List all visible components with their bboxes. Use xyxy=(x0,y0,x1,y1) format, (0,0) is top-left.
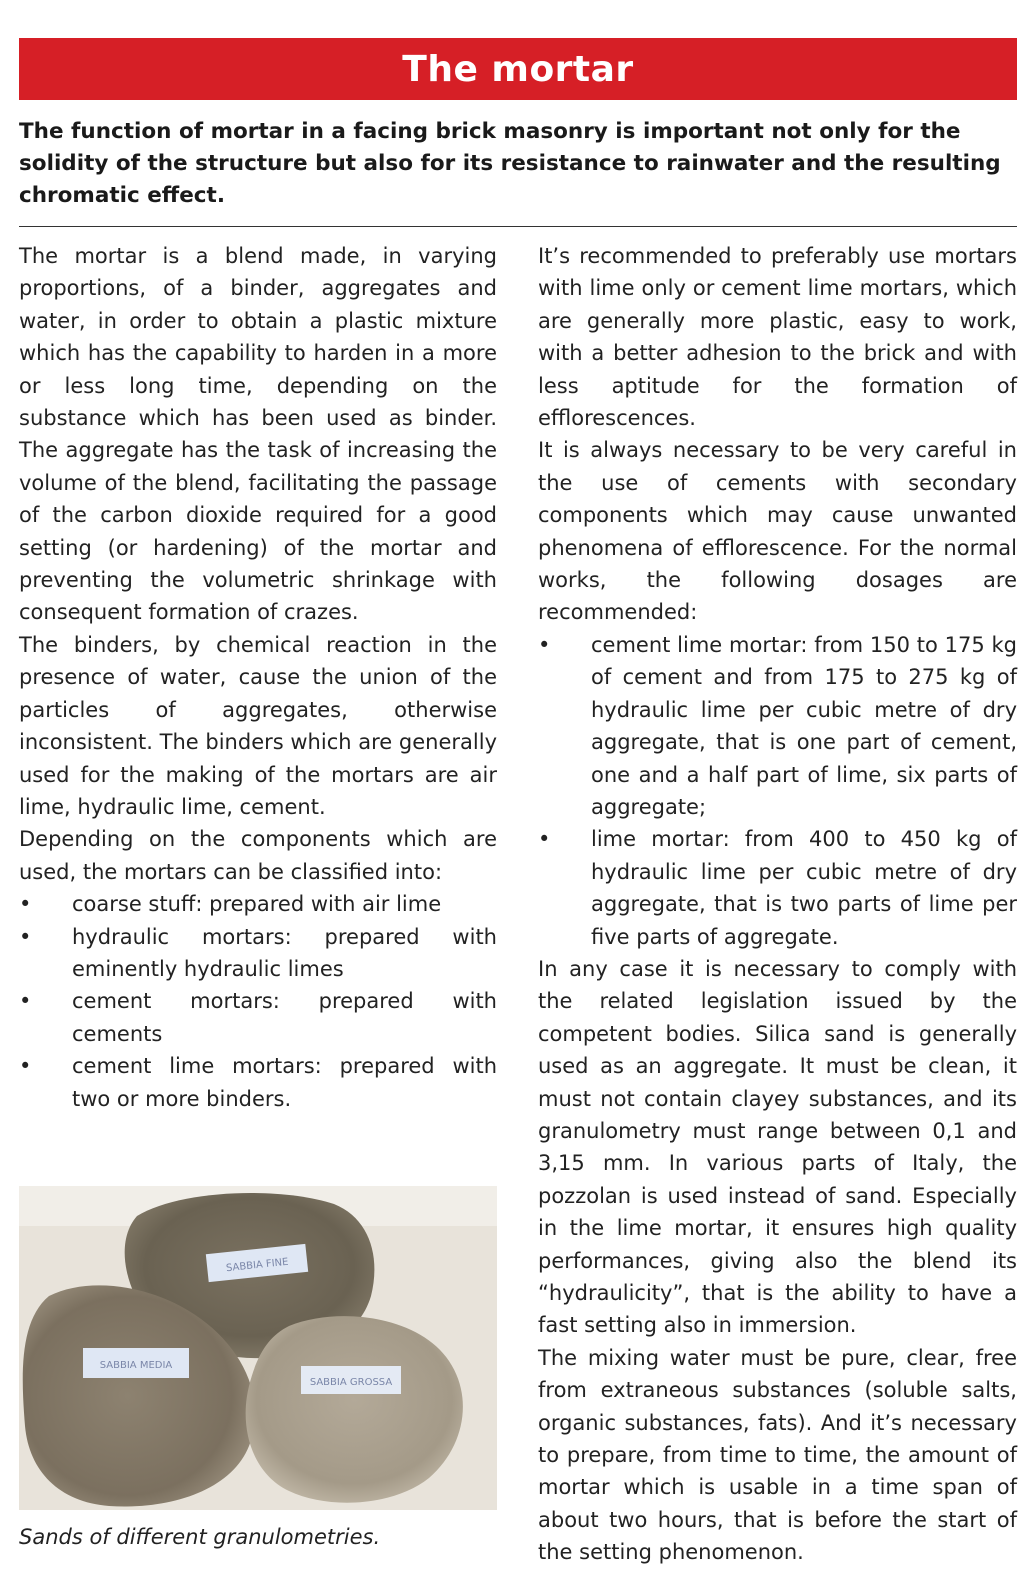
title-banner xyxy=(19,38,1017,100)
bullet-icon: • xyxy=(19,892,32,917)
page-title: The mortar xyxy=(402,48,634,90)
label-text: SABBIA GROSSA xyxy=(309,1377,393,1388)
list-item-text: cement lime mortars: prepared with two or more binders. xyxy=(72,1054,497,1111)
photo-caption: Sands of different granulometries. xyxy=(19,1525,381,1549)
list-item-text: lime mortar: from 400 to 450 kg of hydraulic lime per cubic metre of dry aggregate, that is two parts of lime per five parts of aggregate. xyxy=(591,827,1017,949)
right-column xyxy=(538,240,1017,1569)
bullet-icon: • xyxy=(19,989,32,1014)
paragraph: The mixing water must be pure, clear, free from extraneous substances (soluble salts, organic substances, fats). And it’s necessary to prepare, from time to time, the amount of mortar which is usable in a time span of about two hours, that is before the start of the setting phenomenon. xyxy=(538,1345,1017,1565)
paragraph: In any case it is necessary to comply with the related legislation issued by the competent bodies. Silica sand is generally used as an aggregate. It must be clean, it must not contain clayey substances, and its granulometry must range between 0,1 and 3,15 mm. In various parts of Italy, the pozzolan is used instead of sand. Especially in the lime mortar, it ensures high quality performances, giving also the blend its “hydraulicity”, that is the ability to have a fast setting also in immersion. xyxy=(538,956,1017,1338)
paragraph: The mortar is a blend made, in varying proportions, of a binder, aggregates and water, in order to obtain a plastic mixture which has the capability to harden in a more or less long time, depending on the substance which has been used as binder. The aggregate has the task of increasing the volume of the blend, facilitating the passage of the carbon dioxide required for a good setting (or hardening) of the mortar and preventing the volumetric shrinkage with consequent formation of crazes. xyxy=(19,244,497,625)
bullet-icon: • xyxy=(19,1054,32,1079)
list-item xyxy=(19,921,497,986)
paragraph: Depending on the components which are used, the mortars can be classified into: xyxy=(19,827,497,884)
list-item xyxy=(19,888,497,920)
sand-pile-coarse xyxy=(246,1316,463,1503)
paragraph: It’s recommended to preferably use mortars with lime only or cement lime mortars, which are generally more plastic, easy to work, with a better adhesion to the brick and with less aptitude for the formation of efflorescences. xyxy=(538,244,1017,431)
list-item-text: hydraulic mortars: prepared with eminently hydraulic limes xyxy=(72,924,497,981)
paragraph: It is always necessary to be very careful in the use of cements with secondary components which may cause unwanted phenomena of efflorescence. For the normal works, the following dosages are recommended: xyxy=(538,438,1017,625)
dosages-list xyxy=(538,629,1017,953)
mortar-types-list xyxy=(19,888,497,1115)
list-item-text: cement lime mortar: from 150 to 175 kg of cement and from 175 to 275 kg of hydraulic lime per cubic metre of dry aggregate, that is one part of cement, one and a half part of lime, six parts of aggregate; xyxy=(591,632,1017,819)
bullet-icon: • xyxy=(19,924,32,949)
list-item xyxy=(19,985,497,1050)
sand-samples-photo xyxy=(19,1186,497,1510)
list-item xyxy=(538,629,1017,823)
bullet-icon: • xyxy=(538,632,551,657)
list-item xyxy=(538,823,1017,953)
list-item xyxy=(19,1050,497,1115)
list-item-text: cement mortars: prepared with cements xyxy=(72,989,497,1046)
intro-text: The function of mortar in a facing brick masonry is important not only for the solidity of the structure but also for its resistance to rainwater and the resulting chromatic effect. xyxy=(19,119,1001,208)
divider xyxy=(19,226,1017,227)
left-column xyxy=(19,240,497,1115)
bullet-icon: • xyxy=(538,827,551,852)
paragraph: The binders, by chemical reaction in the presence of water, cause the union of the particles of aggregates, otherwise inconsistent. The binders which are generally used for the making of the mortars are air lime, hydraulic lime, cement. xyxy=(19,632,497,819)
list-item-text: coarse stuff: prepared with air lime xyxy=(72,892,442,917)
label-text: SABBIA MEDIA xyxy=(99,1360,173,1371)
label-text: SABBIA FINE xyxy=(225,1256,289,1275)
